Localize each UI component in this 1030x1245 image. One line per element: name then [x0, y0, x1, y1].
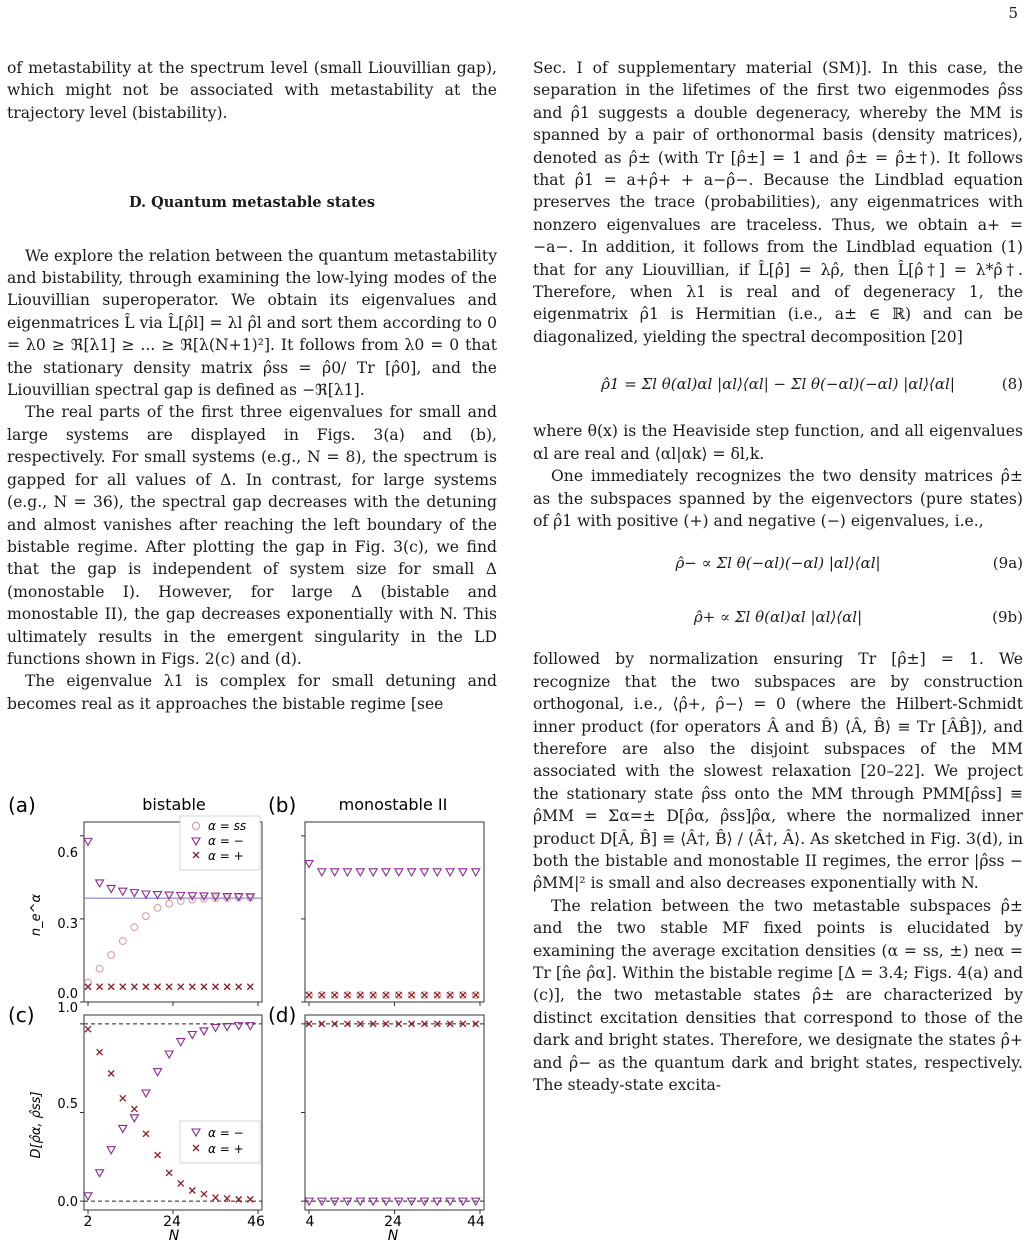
data-point-minus — [96, 1170, 104, 1177]
data-point-minus — [119, 1125, 127, 1132]
data-point-minus — [177, 1039, 185, 1046]
y-axis-label-top: n_e^α — [29, 893, 44, 937]
equation-9b-number: (9b) — [992, 608, 1023, 627]
equation-9b — [533, 594, 1023, 640]
legend-plus-label: α = + — [208, 849, 244, 863]
panel-label-b: (b) — [268, 793, 297, 817]
legend-top — [180, 816, 260, 870]
data-point-plus — [344, 992, 350, 998]
equation-9a — [533, 540, 1023, 586]
data-point-plus — [108, 1071, 114, 1077]
data-point-plus — [247, 1196, 253, 1202]
data-point-plus — [120, 984, 126, 990]
data-point-minus — [331, 869, 339, 876]
equation-8-number: (8) — [1001, 375, 1023, 394]
data-point-ss — [143, 913, 150, 920]
ytick-bottom-0: 0.0 — [57, 1195, 78, 1210]
data-point-plus — [319, 992, 325, 998]
ytick-top-0: 0.0 — [57, 987, 78, 1002]
data-point-plus — [166, 984, 172, 990]
data-point-plus — [155, 1152, 161, 1158]
legend-bottom-minus-label: α = − — [208, 1126, 244, 1140]
data-point-plus — [370, 992, 376, 998]
data-point-minus — [433, 869, 441, 876]
paragraph: Sec. I of supplementary material (SM)]. In this case, the separation in the lifetimes of the first two eigenmodes ρ̂ss and ρ̂1 suggests a double degeneracy, whereby the MM is spanned by a pair of orthonormal basis (density matrices), denoted as ρ̂± (with Tr [ρ̂±] = 1 and ρ̂± = ρ̂±†). It follows that ρ̂1 = a+ρ̂+ + a−ρ̂−. Because the Lindblad equation preserves the trace (probabilities), any eigenmatrices with nonzero eigenvalues are traceless. Thus, we obtain a+ = −a−. In addition, it follows from the Lindblad equation (1) that for any Liouvillian, if L̂[ρ̂] = λρ̂, then L̂[ρ̂†] = λ*ρ̂†. Therefore, when λ1 is real and of degeneracy 1, the eigenmatrix ρ̂1 is Hermitian (i.e., a± ∈ ℝ) and can be diagonalized, yielding the spectral decomposition [20] — [533, 59, 1023, 346]
data-point-ss — [154, 904, 161, 911]
data-point-minus — [130, 1115, 138, 1122]
data-point-minus — [84, 1193, 92, 1200]
data-point-minus — [446, 869, 454, 876]
section-heading: D. Quantum metastable states — [128, 194, 376, 212]
ytick-top-1: 0.3 — [57, 917, 78, 932]
legend-minus-label: α = − — [208, 834, 244, 848]
data-point-minus — [395, 869, 403, 876]
data-point-plus — [201, 1191, 207, 1197]
data-point-minus — [472, 869, 480, 876]
data-point-ss — [119, 938, 126, 945]
data-point-minus — [420, 869, 428, 876]
data-point-minus — [107, 1147, 115, 1154]
data-point-minus — [356, 869, 364, 876]
panel-label-d: (d) — [268, 1003, 297, 1027]
figure-3 — [0, 790, 510, 1245]
data-point-plus — [306, 992, 312, 998]
data-point-minus — [165, 1051, 173, 1058]
data-point-plus — [201, 984, 207, 990]
data-point-minus — [318, 869, 326, 876]
xtick-right-1: 24 — [384, 1214, 402, 1230]
data-point-plus — [108, 984, 114, 990]
data-point-plus — [332, 992, 338, 998]
data-point-minus — [369, 869, 377, 876]
data-point-minus — [142, 1090, 150, 1097]
data-point-ss — [166, 900, 173, 907]
intro-paragraph: of metastability at the spectrum level (small Liouvillian gap), which might not be associated with metastability at the trajectory level (bistability). — [7, 59, 497, 122]
data-point-plus — [131, 984, 137, 990]
legend-ss-label: α = ss — [208, 819, 247, 833]
data-point-minus — [154, 892, 162, 899]
data-point-plus — [131, 1106, 137, 1112]
data-point-minus — [96, 880, 104, 887]
data-point-plus — [120, 1095, 126, 1101]
data-point-minus — [119, 888, 127, 895]
equation-8 — [533, 356, 1023, 412]
data-point-plus — [189, 984, 195, 990]
paragraph: We explore the relation between the quantum metastability and bistability, through examining the low-lying modes of the Liouvillian superoperator. We obtain its eigenvalues and eigenmatrices L̂ via L̂[ρ̂l] = λl ρ̂l and sort them according to 0 = λ0 ≥ ℜ[λ1] ≥ ... ≥ ℜ[λ(N+1)²]. It follows from λ0 = 0 that the stationary density matrix ρ̂ss = ρ̂0/ Tr [ρ̂0], and the Liouvillian spectral gap is defined as −ℜ[λ1]. — [7, 246, 497, 400]
data-point-minus — [212, 1024, 220, 1031]
y-axis-label-bottom: D[ρ̂α, ρ̂ss] — [29, 1091, 44, 1159]
data-point-plus — [143, 1131, 149, 1137]
equation-9a-body: ρ̂− ∝ Σl θ(−αl)(−αl) |αl⟩⟨αl| — [675, 554, 881, 573]
data-point-plus — [447, 992, 453, 998]
equation-9a-number: (9a) — [992, 554, 1023, 573]
left-column — [7, 57, 497, 715]
plot-frame — [305, 1015, 484, 1210]
panel-title-monostable: monostable II — [338, 795, 448, 814]
data-point-plus — [97, 984, 103, 990]
data-point-plus — [409, 992, 415, 998]
data-point-plus — [85, 984, 91, 990]
data-point-plus — [213, 984, 219, 990]
data-point-minus — [130, 890, 138, 897]
data-point-minus — [223, 1024, 231, 1031]
panel-label-c: (c) — [8, 1003, 35, 1027]
data-point-plus — [357, 992, 363, 998]
x-axis-label-right: N — [387, 1228, 399, 1244]
data-point-plus — [473, 992, 479, 998]
data-point-plus — [97, 1049, 103, 1055]
paragraph: where θ(x) is the Heaviside step function, and all eigenvalues αl are real and ⟨αl|αk⟩ = δl,k. — [533, 422, 1023, 463]
ytick-bottom-2: 1.0 — [57, 1001, 78, 1016]
page-number: 5 — [1008, 4, 1018, 22]
data-point-plus — [178, 984, 184, 990]
right-column — [533, 57, 1023, 1096]
data-point-plus — [189, 1188, 195, 1194]
data-point-minus — [154, 1069, 162, 1076]
x-axis-label-left: N — [168, 1228, 180, 1244]
data-point-minus — [84, 838, 92, 845]
equation-8-body: ρ̂1 = Σl θ(αl)αl |αl⟩⟨αl| − Σl θ(−αl)(−αl) |αl⟩⟨αl| — [601, 375, 955, 394]
data-point-minus — [200, 1028, 208, 1035]
xtick-left-2: 46 — [247, 1214, 265, 1230]
legend-bottom-plus-label: α = + — [208, 1142, 244, 1156]
xtick-left-1: 24 — [163, 1214, 181, 1230]
paragraph: The relation between the two metastable subspaces ρ̂± and the two stable MF fixed points is elucidated by examining the average excitation densities (α = ss, ±) neα = Tr [n̂e ρ̂α]. Within the bistable regime [Δ = 3.4; Figs. 4(a) and (c)], the two metastable states ρ̂± are characterized by distinct excitation densities that correspond to those of the dark and bright states. Therefore, we designate the states ρ̂+ and ρ̂− as the quantum dark and bright states, respectively. The steady-state excita- — [533, 896, 1023, 1095]
data-point-ss — [131, 924, 138, 931]
plot-frame — [84, 1015, 262, 1210]
paragraph: The eigenvalue λ1 is complex for small detuning and becomes real as it approaches the bistable regime [see — [7, 672, 497, 713]
data-point-ss — [96, 965, 103, 972]
data-point-plus — [224, 1195, 230, 1201]
data-point-plus — [213, 1195, 219, 1201]
legend-bottom — [180, 1121, 260, 1163]
ytick-top-2: 0.6 — [57, 846, 78, 861]
equation-9b-body: ρ̂+ ∝ Σl θ(αl)αl |αl⟩⟨αl| — [693, 608, 863, 627]
xtick-right-2: 44 — [467, 1214, 485, 1230]
paragraph: followed by normalization ensuring Tr [ρ̂±] = 1. We recognize that the two subspaces are by construction orthogonal, i.e., ⟨ρ̂+, ρ̂−⟩ = 0 (where the Hilbert-Schmidt inner product (for operators Â and B̂) ⟨Â, B̂⟩ ≡ Tr [ÂB̂]), and therefore are also the disjoint subspaces of the MM associated with the slowest relaxation [20–22]. We project the stationary state ρ̂ss onto the MM through PMM[ρ̂ss] ≡ ρ̂MM = Σα=± D[ρ̂α, ρ̂ss]ρ̂α, where the normalized inner product D[Â, B̂] ≡ ⟨Â†, B̂⟩ / ⟨Â†, Â⟩. As sketched in Fig. 3(d), in both the bistable and monostable II regimes, the error |ρ̂ss − ρ̂MM|² is small and also decreases exponentially with N. — [533, 650, 1023, 893]
xtick-left-0: 2 — [83, 1214, 93, 1230]
data-point-minus — [107, 885, 115, 892]
data-point-minus — [188, 1032, 196, 1039]
paragraph: The real parts of the first three eigenvalues for small and large systems are displayed in Figs. 3(a) and (b), respectively. For small systems (e.g., N = 8), the spectrum is gapped for all values of Δ. In contrast, for large systems (e.g., N = 36), the spectral gap decreases with the detuning and almost vanishes after reaching the left boundary of the bistable regime. After plotting the gap in Fig. 3(c), we find that the gap is independent of system size for small Δ (monostable I). However, for large Δ (bistable and monostable II), the gap decreases exponentially with N. This ultimately results in the emergent singularity in the LD functions shown in Figs. 2(c) and (d). — [7, 403, 497, 668]
data-point-ss — [108, 952, 115, 959]
data-point-minus — [459, 869, 467, 876]
data-point-plus — [247, 984, 253, 990]
data-point-plus — [166, 1170, 172, 1176]
data-point-plus — [460, 992, 466, 998]
data-point-plus — [224, 984, 230, 990]
ytick-bottom-1: 0.5 — [57, 1097, 78, 1112]
data-point-plus — [236, 984, 242, 990]
panel-label-a: (a) — [8, 793, 36, 817]
data-point-minus — [343, 869, 351, 876]
paragraph: One immediately recognizes the two density matrices ρ̂± as the subspaces spanned by the eigenvectors (pure states) of ρ̂1 with positive (+) and negative (−) eigenvalues, i.e., — [533, 467, 1023, 530]
data-point-plus — [434, 992, 440, 998]
data-point-minus — [408, 869, 416, 876]
xtick-right-0: 4 — [305, 1214, 315, 1230]
data-point-plus — [143, 984, 149, 990]
panel-title-bistable: bistable — [142, 795, 206, 814]
data-point-minus — [382, 869, 390, 876]
data-point-plus — [383, 992, 389, 998]
data-point-plus — [85, 1026, 91, 1032]
data-point-plus — [155, 984, 161, 990]
data-point-plus — [421, 992, 427, 998]
data-point-minus — [142, 891, 150, 898]
data-point-plus — [396, 992, 402, 998]
plot-frame — [305, 822, 484, 1002]
data-point-minus — [305, 861, 313, 868]
data-point-plus — [178, 1180, 184, 1186]
data-point-minus — [246, 1023, 254, 1030]
